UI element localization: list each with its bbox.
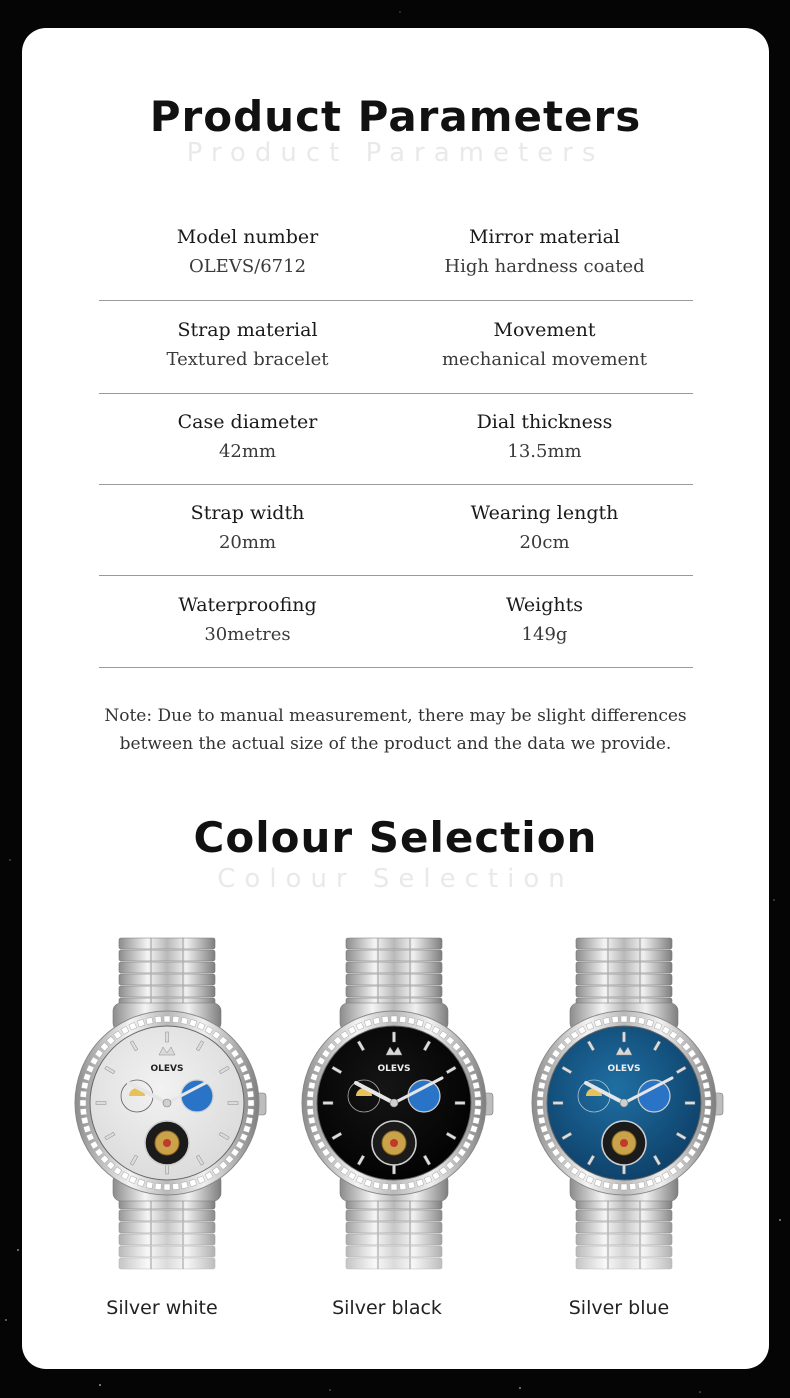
hand-pin-icon (163, 1099, 171, 1107)
brand-logo-text: OLEVS (377, 1064, 411, 1074)
param-cell (99, 576, 396, 667)
param-label: Strap width (190, 502, 305, 524)
jewel-icon (390, 1139, 398, 1147)
param-cell (396, 301, 693, 393)
hand-pin-icon (620, 1099, 628, 1107)
section-title-colour: Colour Selection (193, 813, 598, 862)
colour-label: Silver white (106, 1297, 218, 1319)
param-cell (99, 208, 396, 300)
param-row (99, 485, 693, 576)
param-cell (99, 485, 396, 575)
param-label: Movement (493, 319, 596, 341)
param-label: Waterproofing (178, 593, 317, 616)
param-cell (99, 394, 396, 484)
colour-label: Silver blue (568, 1297, 670, 1319)
param-label: Wearing length (470, 502, 619, 524)
colour-label: Silver black (332, 1297, 442, 1319)
param-cell (396, 394, 693, 484)
earth-subdial-icon (181, 1080, 213, 1112)
colour-options (22, 933, 769, 1363)
measurement-note (62, 702, 729, 758)
brand-logo-text: OLEVS (150, 1064, 184, 1074)
jewel-icon (620, 1139, 628, 1147)
param-value: Textured bracelet (166, 349, 329, 370)
param-row (99, 576, 693, 668)
param-label: Case diameter (177, 411, 318, 433)
param-value: 42mm (218, 441, 277, 462)
param-label: Mirror material (468, 226, 621, 248)
param-value: 20cm (519, 532, 570, 553)
parameters-table (99, 208, 693, 668)
note-line: between the actual size of the product and the data we provide. (119, 734, 672, 754)
param-label: Dial thickness (476, 411, 613, 433)
brand-logo-text: OLEVS (607, 1064, 641, 1074)
param-label: Model number (176, 226, 319, 248)
section-title-parameters: Product Parameters (149, 92, 642, 141)
param-cell (396, 208, 693, 300)
section-ghost-parameters: Product Parameters (186, 138, 605, 168)
hand-pin-icon (390, 1099, 398, 1107)
param-cell (99, 301, 396, 393)
section-ghost-colour: Colour Selection (217, 864, 574, 894)
param-value: 149g (521, 623, 568, 645)
param-value: 13.5mm (507, 441, 582, 462)
param-label: Weights (505, 593, 584, 616)
note-line: Note: Due to manual measurement, there may be slight differences (104, 706, 687, 726)
param-row (99, 301, 693, 394)
watch-silver-black[interactable] (294, 933, 494, 1273)
watch-silver-white[interactable] (67, 933, 267, 1273)
earth-subdial-icon (638, 1080, 670, 1112)
earth-subdial-icon (408, 1080, 440, 1112)
param-cell (396, 485, 693, 575)
param-value: High hardness coated (444, 256, 645, 277)
jewel-icon (163, 1139, 171, 1147)
param-value: mechanical movement (441, 349, 648, 370)
content-card (22, 28, 769, 1369)
watch-silver-blue[interactable] (524, 933, 724, 1273)
param-value: 30metres (204, 623, 291, 645)
param-value: 20mm (218, 532, 277, 553)
param-row (99, 394, 693, 485)
param-value: OLEVS/6712 (188, 256, 307, 277)
param-row (99, 208, 693, 301)
param-label: Strap material (177, 319, 318, 341)
param-cell (396, 576, 693, 667)
